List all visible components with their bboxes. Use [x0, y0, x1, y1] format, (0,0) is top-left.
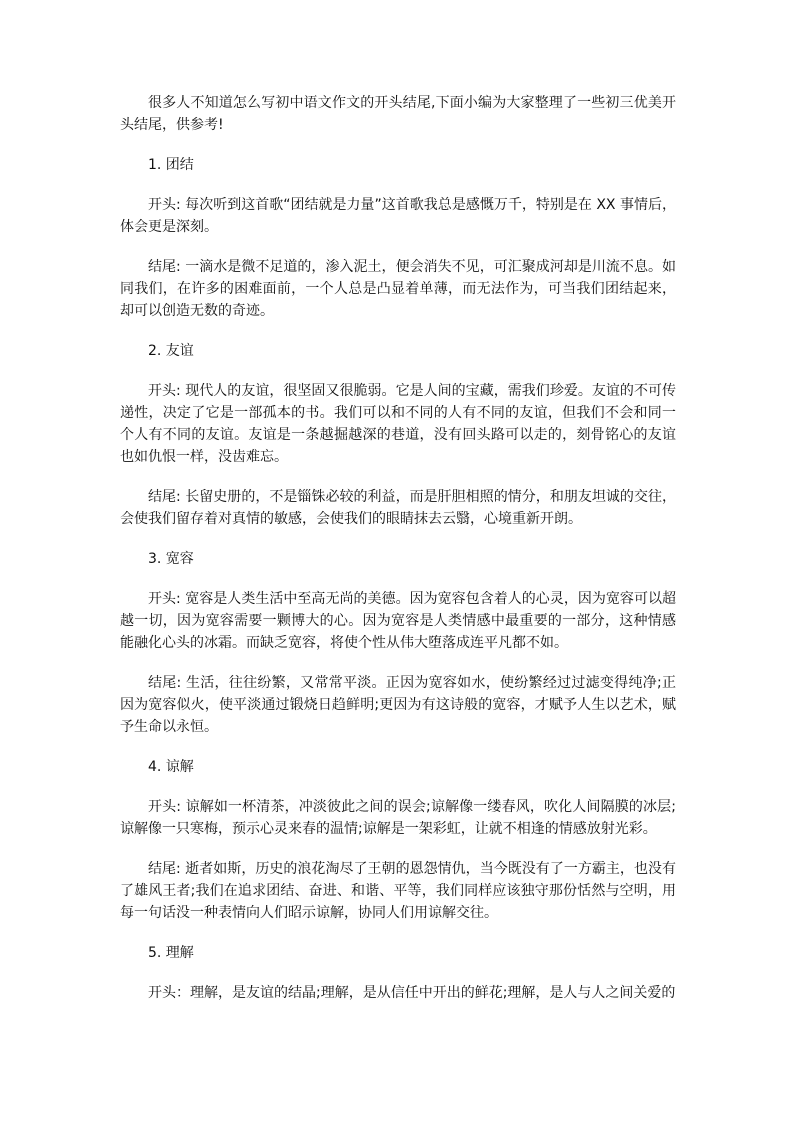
section-heading-unity: 1. 团结 [148, 157, 194, 173]
section-heading-forgiveness: 4. 谅解 [148, 759, 194, 775]
ending-paragraph-tolerance: 结尾: 生活，往往纷繁，又常常平淡。正因为宽容如水，使纷繁经过过滤变得纯净;正因为宽容似火，使平淡通过锻烧日趋鲜明;更因为有这诗般的宽容，才赋予人生以艺术，赋予生命以永恒。 [120, 675, 676, 735]
document-body [120, 92, 676, 1004]
ending-paragraph-friendship: 结尾: 长留史册的，不是锱铢必较的利益，而是肝胆相照的情分，和朋友坦诚的交往，会使我们留存着对真情的敏感，会使我们的眼睛抹去云翳，心境重新开朗。 [120, 489, 676, 527]
section-heading-tolerance: 3. 宽容 [148, 551, 194, 567]
section-heading-understanding: 5. 理解 [148, 945, 194, 961]
opening-paragraph-understanding: 开头：理解，是友谊的结晶;理解，是从信任中开出的鲜花;理解，是人与人之间关爱的 [148, 985, 676, 1001]
ending-paragraph-unity: 结尾: 一滴水是微不足道的，渗入泥土，便会消失不见，可汇聚成河却是川流不息。如同我们，在许多的困难面前，一个人总是凸显着单薄，而无法作为，可当我们团结起来，却可以创造无数的奇迹。 [120, 259, 676, 319]
ending-paragraph-forgiveness: 结尾: 逝者如斯，历史的浪花淘尽了王朝的恩怨情仇，当今既没有了一方霸主，也没有了雄风王者;我们在追求团结、奋进、和谐、平等，我们同样应该独守那份恬然与空明，用每一句话没一种表情向人们昭示谅解，协同人们用谅解交往。 [120, 861, 676, 921]
opening-paragraph-unity: 开头: 每次听到这首歌“团结就是力量”这首歌我总是感慨万千，特别是在 XX 事情后，体会更是深刻。 [120, 197, 676, 235]
opening-paragraph-tolerance: 开头: 宽容是人类生活中至高无尚的美德。因为宽容包含着人的心灵，因为宽容可以超越一切，因为宽容需要一颗博大的心。因为宽容是人类情感中最重要的一部分，这种情感能融化心头的冰霜。而缺乏宽容，将使个性从伟大堕落成连平凡都不如。 [120, 591, 676, 651]
opening-paragraph-friendship: 开头: 现代人的友谊，很坚固又很脆弱。它是人间的宝藏，需我们珍爱。友谊的不可传递性，决定了它是一部孤本的书。我们可以和不同的人有不同的友谊，但我们不会和同一个人有不同的友谊。友谊是一条越掘越深的巷道，没有回头路可以走的，刻骨铭心的友谊也如仇恨一样，没齿难忘。 [120, 383, 676, 465]
section-heading-friendship: 2. 友谊 [148, 343, 194, 359]
opening-paragraph-forgiveness: 开头: 谅解如一杯清茶，冲淡彼此之间的误会;谅解像一缕春风，吹化人间隔膜的冰层;谅解像一只寒梅，预示心灵来春的温情;谅解是一架彩虹，让就不相逢的情感放射光彩。 [120, 799, 676, 837]
intro-paragraph: 很多人不知道怎么写初中语文作文的开头结尾,下面小编为大家整理了一些初三优美开头结尾，供参考! [120, 95, 676, 133]
